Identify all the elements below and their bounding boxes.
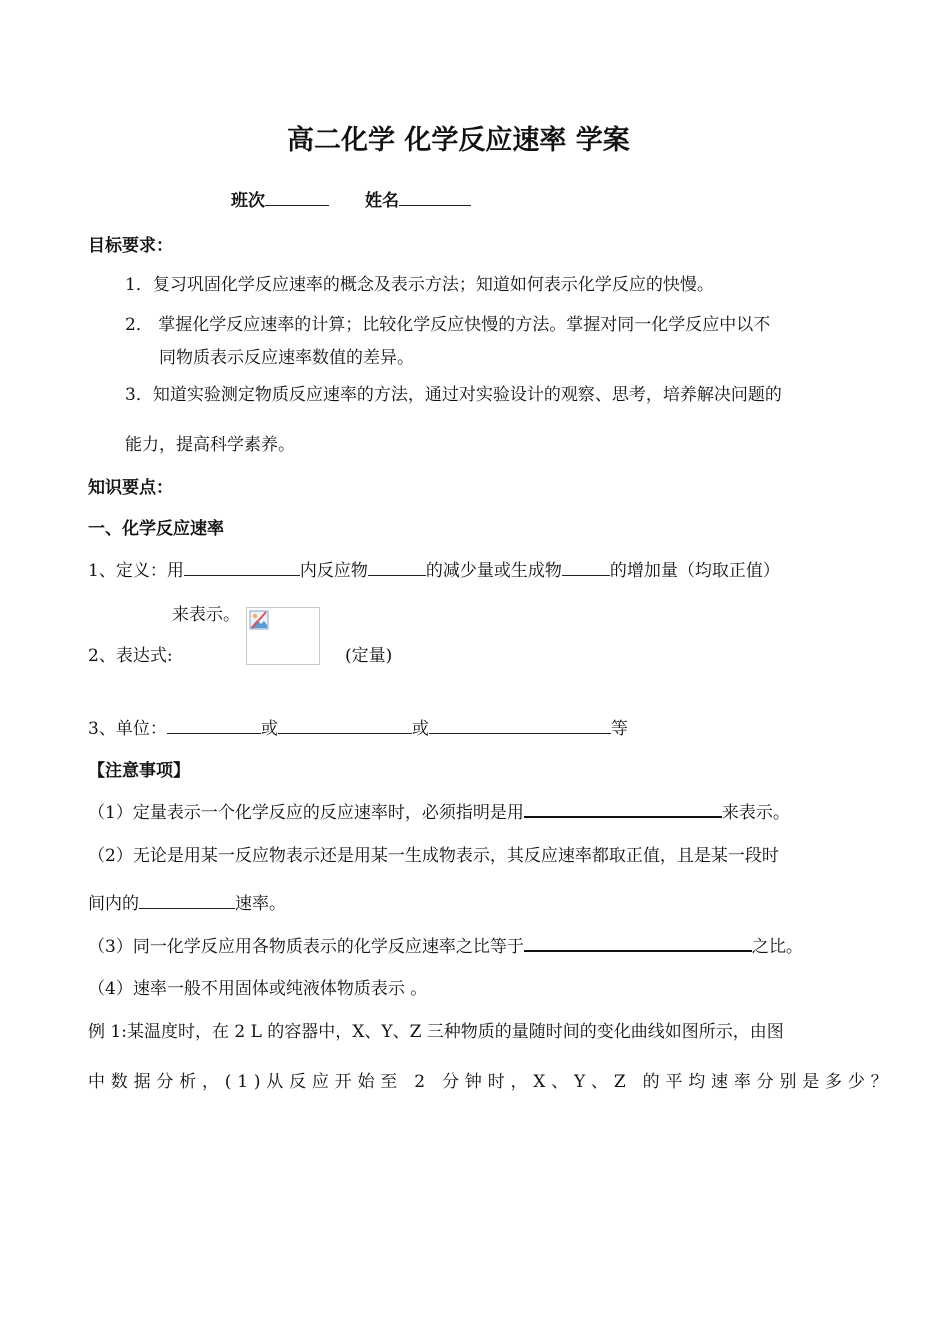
formula-image-placeholder bbox=[246, 607, 320, 665]
note-text: 速率。 bbox=[235, 894, 286, 914]
definition-blank bbox=[184, 557, 300, 576]
definition-continuation: 来表示。 bbox=[172, 605, 240, 625]
expression-note: (定量) bbox=[345, 646, 393, 666]
unit-line bbox=[88, 714, 628, 739]
note-3 bbox=[88, 932, 803, 957]
note-text: 来表示。 bbox=[721, 803, 790, 823]
goal-line: 同物质表示反应速率数值的差异。 bbox=[159, 348, 414, 368]
class-label: 班次 bbox=[231, 191, 265, 211]
example-line: 中数据分析，(1)从反应开始至 2 分钟时，X、Y、Z 的平均速率分别是多少？ bbox=[88, 1072, 894, 1092]
goal-line: 1．复习巩固化学反应速率的概念及表示方法；知道如何表示化学反应的快慢。 bbox=[125, 275, 714, 295]
note-text: 间内的 bbox=[88, 894, 139, 914]
note-4: （4）速率一般不用固体或纯液体物质表示 。 bbox=[88, 979, 428, 999]
knowledge-heading: 知识要点： bbox=[88, 478, 173, 498]
expression-label: 2、表达式: bbox=[88, 646, 173, 666]
unit-label: 3、单位： bbox=[88, 719, 167, 739]
definition-text: 的增加量（均取正值） bbox=[609, 561, 780, 581]
definition-text: 1、定义：用 bbox=[88, 561, 184, 581]
unit-blank bbox=[429, 715, 611, 734]
unit-or: 或 bbox=[411, 719, 429, 739]
class-field bbox=[231, 186, 329, 211]
definition-text: 的减少量或生成物 bbox=[425, 561, 562, 581]
unit-blank bbox=[167, 715, 261, 734]
definition-text: 内反应物 bbox=[299, 561, 368, 581]
unit-or: 或 bbox=[260, 719, 278, 739]
note-blank bbox=[524, 798, 722, 818]
section-heading: 一、化学反应速率 bbox=[88, 519, 224, 539]
note-2-cont bbox=[88, 889, 286, 914]
goals-heading: 目标要求： bbox=[88, 236, 173, 256]
unit-etc: 等 bbox=[610, 719, 628, 739]
class-blank bbox=[265, 187, 329, 206]
name-blank bbox=[399, 187, 471, 206]
page-title: 高二化学 化学反应速率 学案 bbox=[287, 125, 630, 156]
note-2: （2）无论是用某一反应物表示还是用某一生成物表示，其反应速率都取正值，且是某一段时 bbox=[88, 846, 779, 866]
goal-line: 2． 掌握化学反应速率的计算；比较化学反应快慢的方法。掌握对同一化学反应中以不 bbox=[125, 315, 771, 335]
definition-line bbox=[88, 556, 780, 581]
unit-blank bbox=[278, 715, 412, 734]
definition-blank bbox=[562, 557, 610, 576]
goal-line: 能力，提高科学素养。 bbox=[125, 435, 295, 455]
note-text: （3）同一化学反应用各物质表示的化学反应速率之比等于 bbox=[88, 937, 524, 957]
goal-line: 3．知道实验测定物质反应速率的方法，通过对实验设计的观察、思考，培养解决问题的 bbox=[125, 385, 782, 405]
note-1 bbox=[88, 798, 790, 823]
note-text: 之比。 bbox=[751, 937, 803, 957]
broken-image-icon bbox=[249, 610, 269, 630]
note-blank bbox=[139, 890, 235, 909]
notes-heading: 【注意事项】 bbox=[88, 761, 190, 781]
name-field bbox=[365, 186, 471, 211]
name-label: 姓名 bbox=[365, 191, 399, 211]
example-line: 例 1:某温度时，在 2 L 的容器中，X、Y、Z 三种物质的量随时间的变化曲线如图所示，由图 bbox=[88, 1022, 784, 1042]
definition-blank bbox=[368, 557, 426, 576]
note-text: （1）定量表示一个化学反应的反应速率时，必须指明是用 bbox=[88, 803, 524, 823]
note-blank bbox=[524, 932, 752, 952]
